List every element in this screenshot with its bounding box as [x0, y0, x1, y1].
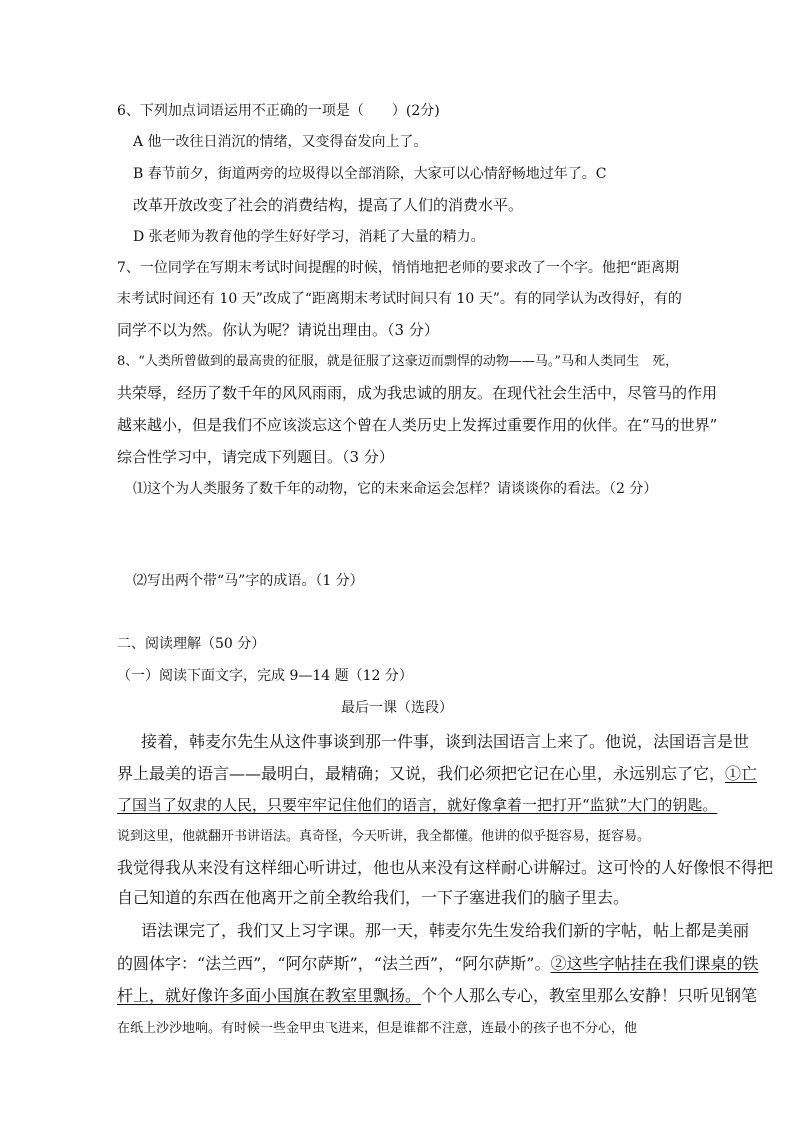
passage-p2-line-4: 在纸上沙沙地响。有时候一些金甲虫飞进来，但是谁都不注意，连最小的孩子也不分心，他 [117, 1021, 638, 1036]
underlined-sentence-1: 了国当了奴隶的人民，只要牢牢记住他们的语言，就好像拿着一把打开“监狱”大门的钥匙。 [117, 796, 718, 814]
q8-line-4: 综合性学习中，请完成下列题目。（3 分） [117, 448, 394, 466]
q6-option-c: 改革开放改变了社会的消费结构，提高了人们的消费水平。 [133, 196, 524, 214]
passage-p1-line-6: 自己知道的东西在他离开之前全教给我们，一下子塞进我们的脑子里去。 [117, 888, 630, 907]
passage-p1-line-4: 说到这里，他就翻开书讲语法。真奇怪，今天听讲，我全都懂。他讲的似乎挺容易，挺容易。 [117, 829, 651, 844]
q6-option-a: A 他一改往日消沉的情绪，又变得奋发向上了。 [133, 134, 428, 150]
underlined-sentence-2-start: ②这些字帖挂在我们课桌的铁 [550, 954, 759, 973]
q8-sub-question-1: ⑴这个为人类服务了数千年的动物，它的未来命运会怎样？请谈谈你的看法。（2 分） [133, 481, 658, 497]
q6-stem: 6、下列加点词语运用不正确的一项是（ ）(2分) [117, 103, 440, 119]
passage-p1-line-5: 我觉得我从来没有这样细心听讲过，他也从来没有这样耐心讲解过。这可怜的人好像恨不得把 [117, 858, 774, 877]
underlined-sentence-1-start: ①亡 [725, 764, 758, 783]
passage-p2-line-2 [117, 956, 758, 972]
q8-line-3: 越来越小，但是我们不应该淡忘这个曾在人类历史上发挥过重要作用的伙伴。在“马的世界” [117, 416, 718, 434]
passage-p1-line-2-text: 界上最美的语言——最明白，最精确；又说，我们必须把它记在心里，永远别忘了它， [117, 764, 726, 783]
q8-line-2: 共荣辱，经历了数千年的风风雨雨，成为我忠诚的朋友。在现代社会生活中，尽管马的作用 [117, 384, 718, 402]
q8-sub-question-2: ⑵写出两个带“马”字的成语。（1 分） [133, 573, 364, 589]
underlined-sentence-2-end: 杆上，就好像许多面小国旗在教室里飘扬。 [117, 986, 422, 1005]
q7-line-2: 末考试时间还有 10 天”改成了“距离期末考试时间只有 10 天”。有的同学认为改得好，有的 [117, 291, 682, 307]
passage-title: 最后一课（选段） [341, 700, 453, 716]
section-heading: 二、阅读理解（50 分） [117, 636, 266, 652]
q8-line-1: 8、“人类所曾做到的最高贵的征服，就是征服了这豪迈而剽悍的动物——马。”马和人类同生 死， [117, 354, 679, 369]
passage-p2-line-3 [117, 988, 757, 1004]
passage-p2-line-3-text: 个个人那么专心，教室里那么安静！只听见钢笔 [421, 986, 758, 1005]
passage-p1-line-1: 接着，韩麦尔先生从这件事谈到那一件事，谈到法国语言上来了。他说，法国语言是世 [141, 732, 750, 751]
q7-line-3: 同学不以为然。你认为呢？请说出理由。（3 分） [117, 321, 439, 339]
passage-p1-line-2 [117, 766, 757, 782]
part-heading: （一）阅读下面文字，完成 9—14 题（12 分） [117, 668, 413, 684]
q6-option-b: B 春节前夕，街道两旁的垃圾得以全部消除，大家可以心情舒畅地过年了。C [133, 166, 607, 182]
passage-p2-line-1: 语法课完了，我们又上习字课。那一天，韩麦尔先生发给我们新的字帖，帖上都是美丽 [141, 921, 750, 940]
passage-p2-line-2-text: 的圆体字：“法兰西”，“阿尔萨斯”，“法兰西”，“阿尔萨斯”。 [117, 954, 551, 973]
q6-option-d: D 张老师为教育他的学生好好学习，消耗了大量的精力。 [133, 229, 485, 245]
q7-line-1: 7、一位同学在写期末考试时间提醒的时候，悄悄地把老师的要求改了一个字。他把“距离期 [117, 260, 680, 276]
